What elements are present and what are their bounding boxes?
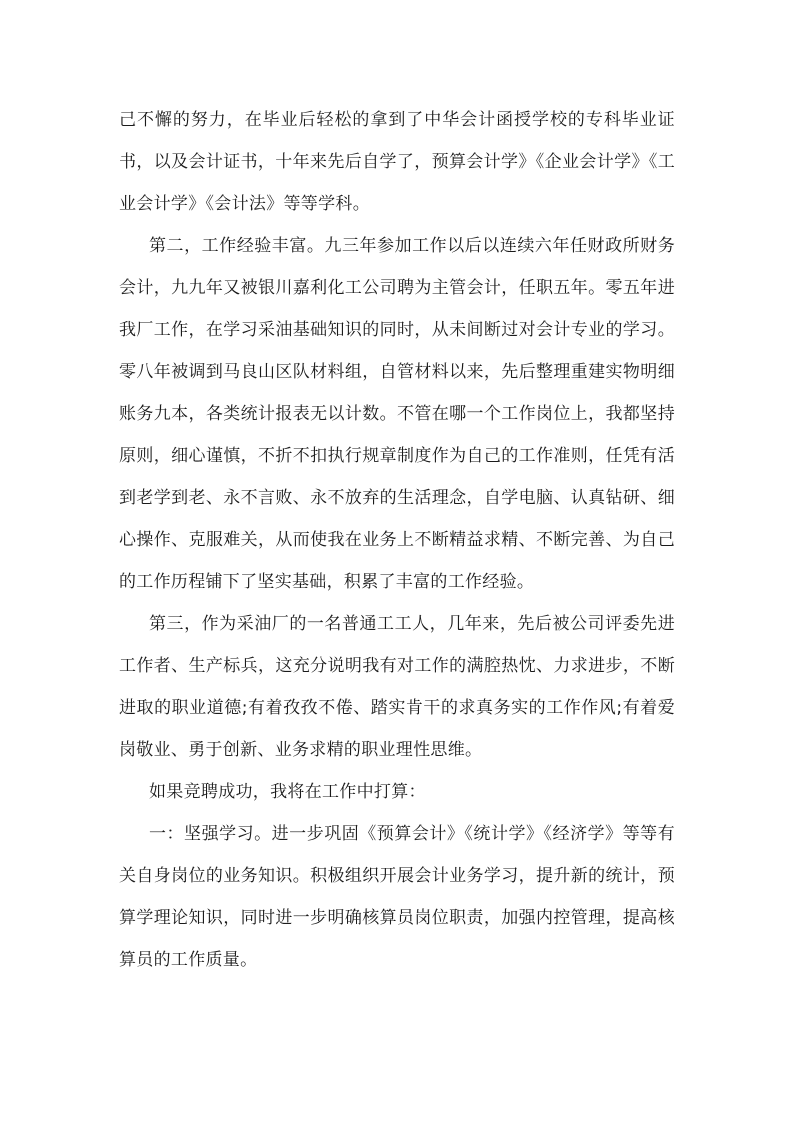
paragraph-education-continued: 己不懈的努力，在毕业后轻松的拿到了中华会计函授学校的专科毕业证书，以及会计证书，十年来先后自学了，预算会计学》《企业会计学》《工业会计学》《会计法》等等学科。 (119, 110, 675, 214)
paragraph-work-experience: 第二，工作经验丰富。九三年参加工作以后以连续六年任财政所财务会计，九九年又被银川嘉利化工公司聘为主管会计，任职五年。零五年进我厂工作，在学习采油基础知识的同时，从未间断过对会计专业的学习。零八年被调到马良山区队材料组，自管材料以来，先后整理重建实物明细账务九本，各类统计报表无以计数。不管在哪一个工作岗位上，我都坚持原则，细心谨慎，不折不扣执行规章制度作为自己的工作准则，任凭有活到老学到老、永不言败、永不放弃的生活理念，自学电脑、认真钻研、细心操作、克服难关，从而使我在业务上不断精益求精、不断完善、为自己的工作历程铺下了坚实基础，积累了丰富的工作经验。 (119, 236, 675, 592)
paragraph-plan-intro: 如果竞聘成功，我将在工作中打算： (149, 782, 426, 802)
paragraph-honors: 第三，作为采油厂的一名普通工工人，几年来，先后被公司评委先进工作者、生产标兵，这充分说明我有对工作的满腔热忱、力求进步，不断进取的职业道德;有着孜孜不倦、踏实肯干的求真务实的工作作风;有着爱岗敬业、勇于创新、业务求精的职业理性思维。 (119, 614, 675, 760)
paragraph-plan-item-1: 一：坚强学习。进一步巩固《预算会计》《统计学》《经济学》等等有关自身岗位的业务知识。积极组织开展会计业务学习，提升新的统计，预算学理论知识，同时进一步明确核算员岗位职责，加强内控管理，提高核算员的工作质量。 (119, 824, 675, 970)
document-body (119, 99, 675, 981)
